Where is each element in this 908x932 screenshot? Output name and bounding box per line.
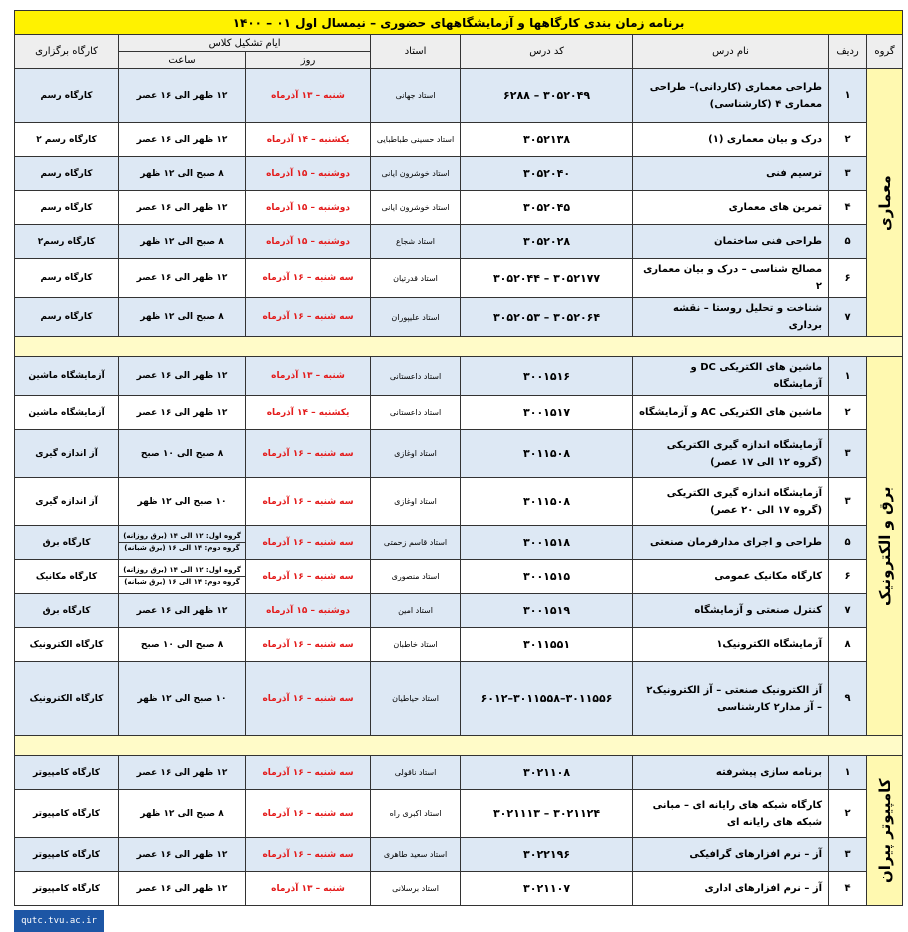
- workshop-place: کارگاه کامپیوتر: [15, 790, 119, 838]
- table-row: [15, 872, 903, 906]
- class-day: شنبه – ۱۳ آذرماه: [246, 357, 371, 396]
- course-name: شناخت و تحلیل روستا – نقشه برداری: [633, 298, 829, 337]
- course-name: آز – نرم افزارهای گرافیکی: [633, 838, 829, 872]
- course-code: ۳۰۰۱۵۱۶: [461, 357, 633, 396]
- class-day: سه شنبه – ۱۶ آذرماه: [246, 662, 371, 736]
- course-name: طراحی و اجرای مدارفرمان صنعتی: [633, 526, 829, 560]
- course-code: ۳۰۵۲۰۴۵: [461, 191, 633, 225]
- course-name: آزمایشگاه الکترونیک۱: [633, 628, 829, 662]
- class-day: دوشنبه – ۱۵ آذرماه: [246, 225, 371, 259]
- header-teacher: استاد: [371, 35, 461, 69]
- schedule-body: [15, 69, 903, 906]
- time-group-line: گروه دوم: ۱۴ الی ۱۶ (برق شبانه): [124, 578, 240, 586]
- row-number: ۳: [829, 838, 867, 872]
- teacher-name: استاد برسلانی: [371, 872, 461, 906]
- course-code: ۳۰۲۲۱۹۶: [461, 838, 633, 872]
- table-row: [15, 756, 903, 790]
- class-day: سه شنبه – ۱۶ آذرماه: [246, 756, 371, 790]
- row-number: ۷: [829, 594, 867, 628]
- workshop-place: کارگاه رسم ۲: [15, 123, 119, 157]
- row-number: ۳: [829, 478, 867, 526]
- course-code: ۳۰۵۲۱۳۸: [461, 123, 633, 157]
- teacher-name: استاد شجاع: [371, 225, 461, 259]
- table-row: [15, 123, 903, 157]
- row-number: ۵: [829, 225, 867, 259]
- course-code: ۳۰۲۱۱۰۸: [461, 756, 633, 790]
- class-time: ۸ صبح الی ۱۲ ظهر: [119, 225, 246, 259]
- table-row: [15, 628, 903, 662]
- group-name: معماری: [867, 69, 903, 337]
- class-day: سه شنبه – ۱۶ آذرماه: [246, 259, 371, 298]
- header-course-code: کد درس: [461, 35, 633, 69]
- teacher-name: استاد قاسم زحمتی: [371, 526, 461, 560]
- site-url[interactable]: qutc.tvu.ac.ir: [14, 910, 104, 932]
- course-code: ۳۰۰۱۵۱۹: [461, 594, 633, 628]
- course-name: آزمایشگاه اندازه گیری الکتریکی (گروه ۱۲ الی ۱۷ عصر): [633, 430, 829, 478]
- group-name: برق و الکترونیک: [867, 357, 903, 736]
- teacher-name: استاد داعستانی: [371, 357, 461, 396]
- table-row: [15, 157, 903, 191]
- row-number: ۱: [829, 756, 867, 790]
- row-number: ۳: [829, 157, 867, 191]
- class-day: سه شنبه – ۱۶ آذرماه: [246, 478, 371, 526]
- row-number: ۲: [829, 396, 867, 430]
- course-code: ۳۰۵۲۰۴۰: [461, 157, 633, 191]
- workshop-place: کارگاه مکانیک: [15, 560, 119, 594]
- class-time: ۱۲ ظهر الی ۱۶ عصر: [119, 594, 246, 628]
- row-number: ۱: [829, 69, 867, 123]
- table-row: [15, 259, 903, 298]
- class-time: ۱۲ ظهر الی ۱۶ عصر: [119, 69, 246, 123]
- course-name: کارگاه شبکه های رایانه ای – مبانی شبکه های رایانه ای: [633, 790, 829, 838]
- class-time: ۱۲ ظهر الی ۱۶ عصر: [119, 357, 246, 396]
- class-time: ۱۲ ظهر الی ۱۶ عصر: [119, 259, 246, 298]
- course-code: ۳۰۱۱۵۰۸: [461, 430, 633, 478]
- table-row: [15, 191, 903, 225]
- header-time: ساعت: [119, 52, 246, 69]
- workshop-place: کارگاه الکترونیک: [15, 628, 119, 662]
- workshop-place: آزمایشگاه ماشین: [15, 357, 119, 396]
- workshop-place: کارگاه الکترونیک: [15, 662, 119, 736]
- table-row: [15, 69, 903, 123]
- workshop-place: آز اندازه گیری: [15, 478, 119, 526]
- row-number: ۶: [829, 560, 867, 594]
- teacher-name: استاد حسینی طباطبایی: [371, 123, 461, 157]
- course-name: طراحی معماری (کاردانی)– طراحی معماری ۴ (کارشناسی): [633, 69, 829, 123]
- workshop-place: کارگاه رسم: [15, 157, 119, 191]
- course-code: ۳۰۵۲۰۶۴ – ۳۰۵۲۰۵۳: [461, 298, 633, 337]
- teacher-name: استاد خوشرون ایانی: [371, 157, 461, 191]
- row-number: ۲: [829, 790, 867, 838]
- teacher-name: استاد قدرتیان: [371, 259, 461, 298]
- time-group-line: گروه دوم: ۱۴ الی ۱۶ (برق شبانه): [124, 544, 240, 552]
- course-code: ۳۰۰۱۵۱۷: [461, 396, 633, 430]
- class-time: ۱۰ صبح الی ۱۲ ظهر: [119, 478, 246, 526]
- row-number: ۸: [829, 628, 867, 662]
- teacher-name: استاد سعید طاهری: [371, 838, 461, 872]
- schedule-wrapper: [14, 10, 902, 926]
- class-time: ۸ صبح الی ۱۲ ظهر: [119, 790, 246, 838]
- teacher-name: استاد خاطبان: [371, 628, 461, 662]
- teacher-name: استاد امین: [371, 594, 461, 628]
- course-name: ماشین های الکتریکی DC و آزمایشگاه: [633, 357, 829, 396]
- course-name: طراحی فنی ساختمان: [633, 225, 829, 259]
- table-row: [15, 478, 903, 526]
- workshop-place: کارگاه رسم: [15, 259, 119, 298]
- row-number: ۴: [829, 872, 867, 906]
- course-code: ۳۰۵۲۰۴۹ – ۶۲۸۸: [461, 69, 633, 123]
- table-row: [15, 357, 903, 396]
- row-number: ۳: [829, 430, 867, 478]
- class-time: ۸ صبح الی ۱۲ ظهر: [119, 157, 246, 191]
- course-code: ۳۰۱۱۵۰۸: [461, 478, 633, 526]
- workshop-place: آز اندازه گیری: [15, 430, 119, 478]
- teacher-name: استاد خوشرون ایانی: [371, 191, 461, 225]
- table-row: [15, 298, 903, 337]
- teacher-name: استاد داعستانی: [371, 396, 461, 430]
- workshop-place: کارگاه کامپیوتر: [15, 838, 119, 872]
- class-time: ۱۲ ظهر الی ۱۶ عصر: [119, 123, 246, 157]
- time-group-line: گروه اول: ۱۲ الی ۱۴ (برق روزانه): [119, 565, 245, 577]
- teacher-name: استاد ناقولی: [371, 756, 461, 790]
- header-class-days: ایام تشکیل کلاس: [119, 35, 371, 52]
- class-day: سه شنبه – ۱۶ آذرماه: [246, 790, 371, 838]
- course-code: ۳۰۲۱۱۲۴ – ۳۰۲۱۱۱۳: [461, 790, 633, 838]
- table-row: [15, 594, 903, 628]
- header-day: روز: [246, 52, 371, 69]
- workshop-place: کارگاه رسم: [15, 191, 119, 225]
- course-name: مصالح شناسی – درک و بیان معماری ۲: [633, 259, 829, 298]
- table-row: [15, 560, 903, 594]
- header-group: گروه: [867, 35, 903, 69]
- course-name: تمرین های معماری: [633, 191, 829, 225]
- class-day: شنبه – ۱۳ آذرماه: [246, 69, 371, 123]
- workshop-place: کارگاه کامپیوتر: [15, 872, 119, 906]
- workshop-place: کارگاه رسم: [15, 69, 119, 123]
- page-title: برنامه زمان بندی کارگاهها و آزمایشگاههای حضوری – نیمسال اول ۰۱ – ۱۴۰۰: [15, 11, 903, 35]
- table-row: [15, 396, 903, 430]
- class-day: سه شنبه – ۱۶ آذرماه: [246, 298, 371, 337]
- course-name: ترسیم فنی: [633, 157, 829, 191]
- group-name: کامپیوتر پیران: [867, 756, 903, 906]
- course-name: کنترل صنعتی و آزمایشگاه: [633, 594, 829, 628]
- class-day: دوشنبه – ۱۵ آذرماه: [246, 191, 371, 225]
- teacher-name: استاد منصوری: [371, 560, 461, 594]
- course-code: ۳۰۱۱۵۵۱: [461, 628, 633, 662]
- course-name: آزمایشگاه اندازه گیری الکتریکی (گروه ۱۷ الی ۲۰ عصر): [633, 478, 829, 526]
- table-row: [15, 225, 903, 259]
- table-row: [15, 790, 903, 838]
- row-number: ۵: [829, 526, 867, 560]
- workshop-place: کارگاه برق: [15, 526, 119, 560]
- course-code: ۳۰۰۱۵۱۸: [461, 526, 633, 560]
- course-name: درک و بیان معماری (۱): [633, 123, 829, 157]
- class-time: ۸ صبح الی ۱۰ صبح: [119, 430, 246, 478]
- course-code: ۳۰۵۲۱۷۷ – ۳۰۵۲۰۴۴: [461, 259, 633, 298]
- row-number: ۹: [829, 662, 867, 736]
- class-day: سه شنبه – ۱۶ آذرماه: [246, 838, 371, 872]
- class-day: شنبه – ۱۳ آذرماه: [246, 872, 371, 906]
- row-number: ۴: [829, 191, 867, 225]
- course-name: برنامه سازی پیشرفته: [633, 756, 829, 790]
- class-day: یکشنبه – ۱۴ آذرماه: [246, 396, 371, 430]
- class-day: یکشنبه – ۱۴ آذرماه: [246, 123, 371, 157]
- class-time: [119, 560, 246, 594]
- course-name: آز الکترونیک صنعتی – آز الکترونیک۲ – آز مدار۲ کارشناسی: [633, 662, 829, 736]
- header-row: ردیف: [829, 35, 867, 69]
- course-code: ۳۰۱۱۵۵۶–۳۰۱۱۵۵۸–۶۰۱۲: [461, 662, 633, 736]
- course-code: ۳۰۵۲۰۲۸: [461, 225, 633, 259]
- teacher-name: استاد علیپوران: [371, 298, 461, 337]
- teacher-name: استاد اوغازی: [371, 478, 461, 526]
- workshop-place: آزمایشگاه ماشین: [15, 396, 119, 430]
- workshop-place: کارگاه برق: [15, 594, 119, 628]
- class-time: ۱۲ ظهر الی ۱۶ عصر: [119, 191, 246, 225]
- header-course-name: نام درس: [633, 35, 829, 69]
- class-day: سه شنبه – ۱۶ آذرماه: [246, 560, 371, 594]
- class-time: ۱۲ ظهر الی ۱۶ عصر: [119, 838, 246, 872]
- course-name: کارگاه مکانیک عمومی: [633, 560, 829, 594]
- table-row: [15, 526, 903, 560]
- class-time: ۱۲ ظهر الی ۱۶ عصر: [119, 872, 246, 906]
- table-row: [15, 662, 903, 736]
- class-time: ۸ صبح الی ۱۲ ظهر: [119, 298, 246, 337]
- course-name: ماشین های الکتریکی AC و آزمایشگاه: [633, 396, 829, 430]
- group-separator: [15, 736, 903, 756]
- class-time: ۱۲ ظهر الی ۱۶ عصر: [119, 756, 246, 790]
- teacher-name: استاد حیاطیان: [371, 662, 461, 736]
- workshop-place: کارگاه رسم: [15, 298, 119, 337]
- header-place: کارگاه برگزاری: [15, 35, 119, 69]
- row-number: ۱: [829, 357, 867, 396]
- table-row: [15, 838, 903, 872]
- course-code: ۳۰۲۱۱۰۷: [461, 872, 633, 906]
- row-number: ۲: [829, 123, 867, 157]
- schedule-table: [14, 10, 903, 906]
- class-day: سه شنبه – ۱۶ آذرماه: [246, 430, 371, 478]
- course-name: آز – نرم افزارهای اداری: [633, 872, 829, 906]
- time-group-line: گروه اول: ۱۲ الی ۱۴ (برق روزانه): [119, 531, 245, 543]
- row-number: ۶: [829, 259, 867, 298]
- teacher-name: استاد اکبری راه: [371, 790, 461, 838]
- class-time: [119, 526, 246, 560]
- class-day: دوشنبه – ۱۵ آذرماه: [246, 157, 371, 191]
- workshop-place: کارگاه کامپیوتر: [15, 756, 119, 790]
- class-day: دوشنبه – ۱۵ آذرماه: [246, 594, 371, 628]
- class-day: سه شنبه – ۱۶ آذرماه: [246, 526, 371, 560]
- teacher-name: استاد اوغازی: [371, 430, 461, 478]
- class-time: ۱۰ صبح الی ۱۲ ظهر: [119, 662, 246, 736]
- workshop-place: کارگاه رسم۲: [15, 225, 119, 259]
- class-time: ۱۲ ظهر الی ۱۶ عصر: [119, 396, 246, 430]
- class-day: سه شنبه – ۱۶ آذرماه: [246, 628, 371, 662]
- group-separator: [15, 337, 903, 357]
- table-row: [15, 430, 903, 478]
- course-code: ۳۰۰۱۵۱۵: [461, 560, 633, 594]
- row-number: ۷: [829, 298, 867, 337]
- class-time: ۸ صبح الی ۱۰ صبح: [119, 628, 246, 662]
- teacher-name: استاد جهانی: [371, 69, 461, 123]
